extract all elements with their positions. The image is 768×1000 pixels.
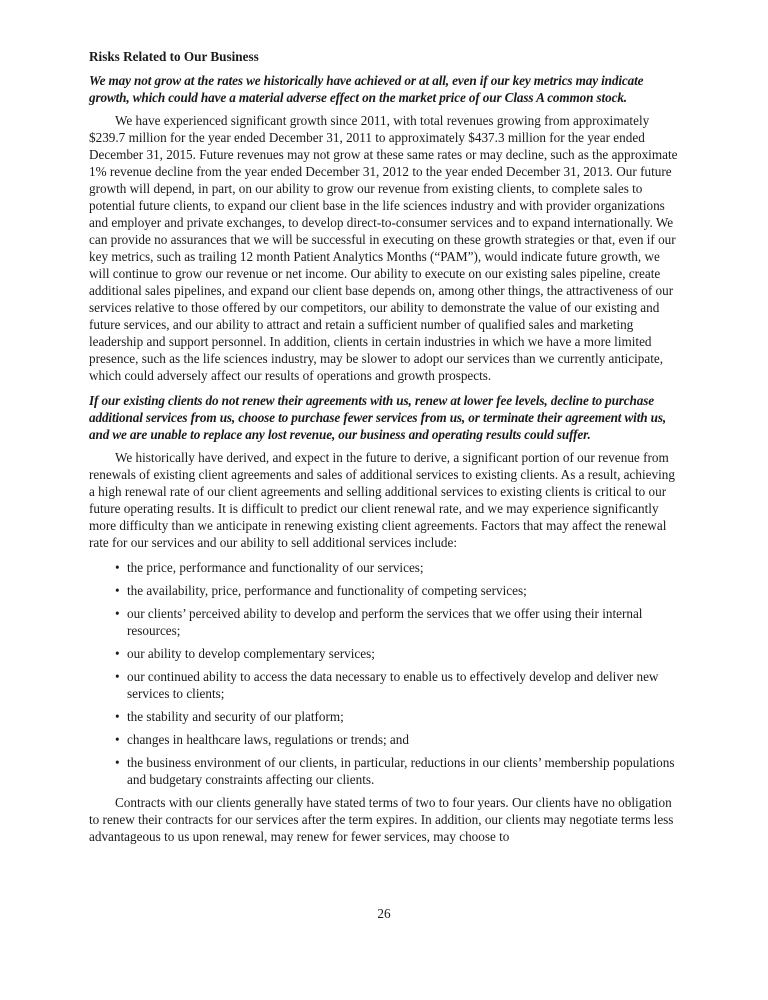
list-item-text: our ability to develop complementary services; xyxy=(127,646,375,661)
list-item-text: the business environment of our clients, in particular, reductions in our clients’ membership populations and budgetary constraints affecting our clients. xyxy=(127,755,675,787)
risk-paragraph-renewal-closing: Contracts with our clients generally have stated terms of two to four years. Our clients have no obligation to renew their contracts for our services after the term expires. In addition, our clients may negotiate terms less advantageous to us upon renewal, may renew for fewer services, may choose to xyxy=(89,795,674,844)
list-item xyxy=(89,582,680,599)
list-item xyxy=(89,754,680,788)
renewal-factors-list xyxy=(89,559,680,788)
bullet-icon: • xyxy=(115,646,120,661)
list-item-text: the availability, price, performance and functionality of competing services; xyxy=(127,583,527,598)
risk-paragraph-growth: We have experienced significant growth since 2011, with total revenues growing from approximately $239.7 million for the year ended December 31, 2011 to approximately $437.3 million for the year ended December 31, 2015. Future revenues may not grow at these same rates or may decline, such as the approximate 1% revenue decline from the year ended December 31, 2012 to the year ended December 31, 2013. Our future growth will depend, in part, on our ability to grow our revenue from existing clients, to complete sales to potential future clients, to expand our client base in the life sciences industry and with provider organizations and employer and private exchanges, to develop direct-to-consumer services and to expand internationally. We can provide no assurances that we will be successful in executing on these growth strategies or that, even if our key metrics, such as trailing 12 month Patient Analytics Months (“PAM”), would indicate future growth, we will continue to grow our revenue or net income. Our ability to execute on our existing sales pipeline, create additional sales pipelines, and expand our client base depends on, among other things, the attractiveness of our services relative to those offered by our competitors, our ability to demonstrate the value of our existing and future services, and our ability to attract and retain a sufficient number of qualified sales and marketing leadership and support personnel. In addition, clients in certain industries in which we have a more limited presence, such as the life sciences industry, may be slower to adopt our services than we currently anticipate, which could adversely affect our results of operations and growth prospects. xyxy=(89,113,678,383)
list-item-text: the price, performance and functionality of our services; xyxy=(127,560,424,575)
page-number: 26 xyxy=(377,906,391,921)
list-item xyxy=(89,559,680,576)
risk-title-growth: We may not grow at the rates we historically have achieved or at all, even if our key metrics may indicate growth, which could have a material adverse effect on the market price of our Class A common stock. xyxy=(89,73,644,105)
list-item xyxy=(89,708,680,725)
list-item-text: the stability and security of our platform; xyxy=(127,709,344,724)
bullet-icon: • xyxy=(115,583,120,598)
list-item-text: changes in healthcare laws, regulations or trends; and xyxy=(127,732,409,747)
document-page xyxy=(89,48,680,853)
list-item xyxy=(89,668,680,702)
section-heading: Risks Related to Our Business xyxy=(89,49,259,64)
bullet-icon: • xyxy=(115,755,120,770)
risk-title-renewal: If our existing clients do not renew their agreements with us, renew at lower fee levels, decline to purchase additional services from us, choose to purchase fewer services from us, or terminate their agreement with us, and we are unable to replace any lost revenue, our business and operating results could suffer. xyxy=(89,393,667,442)
bullet-icon: • xyxy=(115,709,120,724)
bullet-icon: • xyxy=(115,669,120,684)
bullet-icon: • xyxy=(115,732,120,747)
list-item-text: our clients’ perceived ability to develop and perform the services that we offer using their internal resources; xyxy=(127,606,643,638)
list-item-text: our continued ability to access the data necessary to enable us to effectively develop and deliver new services to clients; xyxy=(127,669,659,701)
bullet-icon: • xyxy=(115,606,120,621)
list-item xyxy=(89,605,680,639)
list-item xyxy=(89,731,680,748)
bullet-icon: • xyxy=(115,560,120,575)
list-item xyxy=(89,645,680,662)
risk-paragraph-renewal-intro: We historically have derived, and expect in the future to derive, a significant portion of our revenue from renewals of existing client agreements and sales of additional services to existing clients. As a result, achieving a high renewal rate of our client agreements and selling additional services to existing clients is critical to our future operating results. It is difficult to predict our client renewal rate, and we may experience significantly more difficulty than we anticipate in renewing existing client agreements. Factors that may affect the renewal rate for our services and our ability to sell additional services include: xyxy=(89,450,675,550)
